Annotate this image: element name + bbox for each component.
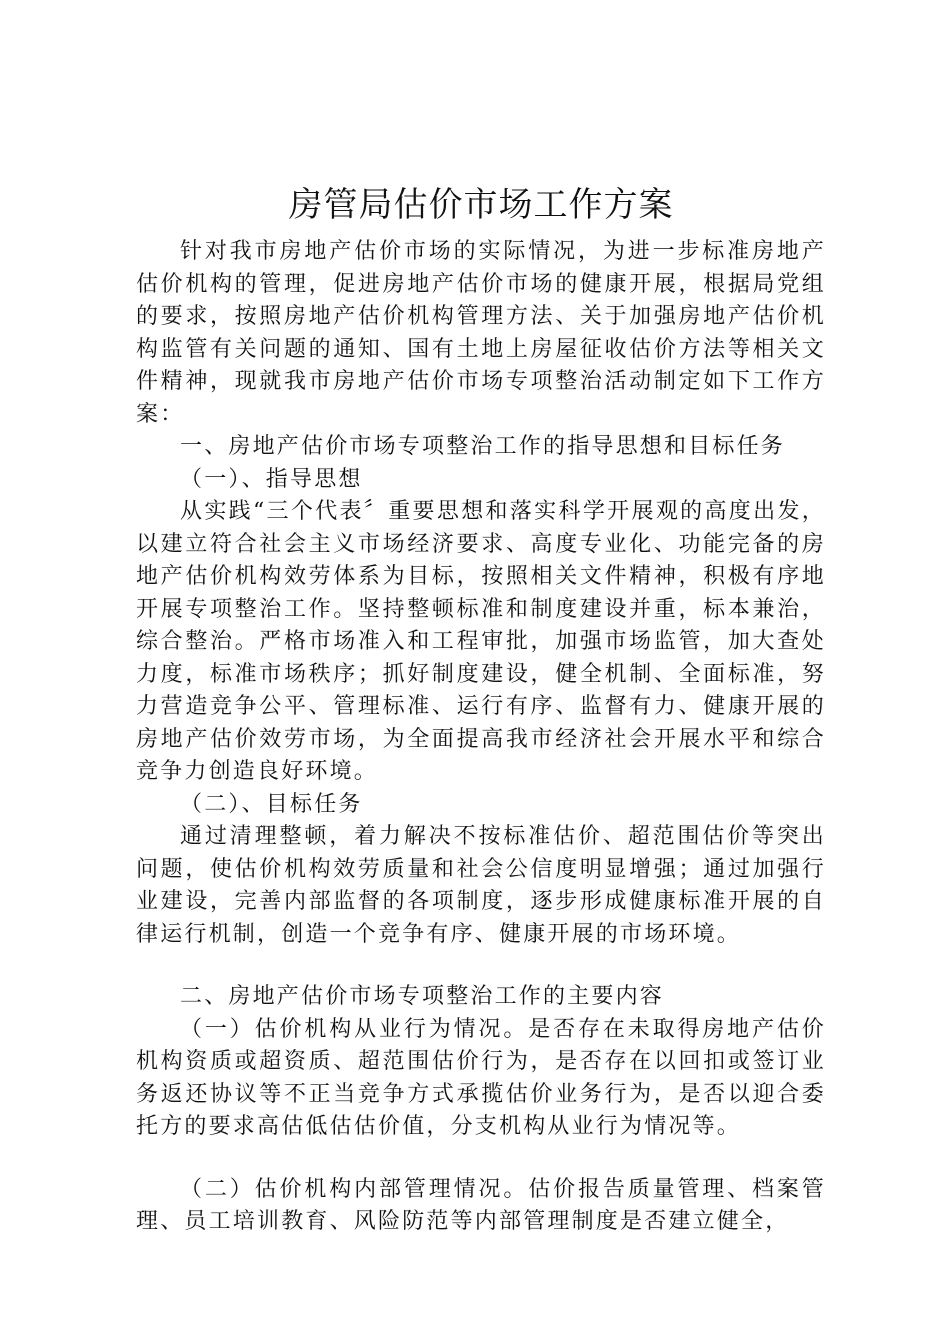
content-item-2-paragraph: （二）估价机构内部管理情况。估价报告质量管理、档案管理、员工培训教育、风险防范等内部管理制度是否建立健全，	[136, 1176, 826, 1234]
document-page	[136, 178, 826, 1239]
section-heading-1: 一、房地产估价市场专项整治工作的指导思想和目标任务	[180, 434, 786, 459]
guiding-thought-paragraph: 从实践“三个代表〞重要思想和落实科学开展观的高度出发，以建立符合社会主义市场经济要求、高度专业化、功能完备的房地产估价机构效劳体系为目标，按照相关文件精神，积极有序地开展专项整治工作。坚持整顿标准和制度建设并重，标本兼治，综合整治。严格市场准入和工程审批，加强市场监管，加大查处力度，标准市场秩序；抓好制度建设，健全机制、全面标准，努力营造竞争公平、管理标准、运行有序、监督有力、健康开展的房地产估价效劳市场，为全面提高我市经济社会开展水平和综合竞争力创造良好环境。	[136, 499, 826, 784]
intro-paragraph: 针对我市房地产估价市场的实际情况，为进一步标准房地产估价机构的管理，促进房地产估价市场的健康开展，根据局党组的要求，按照房地产估价机构管理方法、关于加强房地产估价机构监管有关问题的通知、国有土地上房屋征收估价方法等相关文件精神，现就我市房地产估价市场专项整治活动制定如下工作方案：	[136, 239, 826, 427]
document-title: 房管局估价市场工作方案	[288, 185, 674, 225]
section-heading-2: 二、房地产估价市场专项整治工作的主要内容	[180, 984, 665, 1009]
content-item-1-paragraph: （一）估价机构从业行为情况。是否存在未取得房地产估价机构资质或超资质、超范围估价行为，是否存在以回扣或签订业务返还协议等不正当竞争方式承揽估价业务行为，是否以迎合委托方的要求高估低估估价值，分支机构从业行为情况等。	[136, 1016, 826, 1139]
subsection-heading-goals: （二）、目标任务	[180, 791, 363, 817]
goals-paragraph: 通过清理整顿，着力解决不按标准估价、超范围估价等突出问题，使估价机构效劳质量和社会公信度明显增强；通过加强行业建设，完善内部监督的各项制度，逐步形成健康标准开展的自律运行机制，创造一个竞争有序、健康开展的市场环境。	[136, 824, 826, 947]
subsection-heading-guiding-thought: （一）、指导思想	[180, 466, 363, 492]
